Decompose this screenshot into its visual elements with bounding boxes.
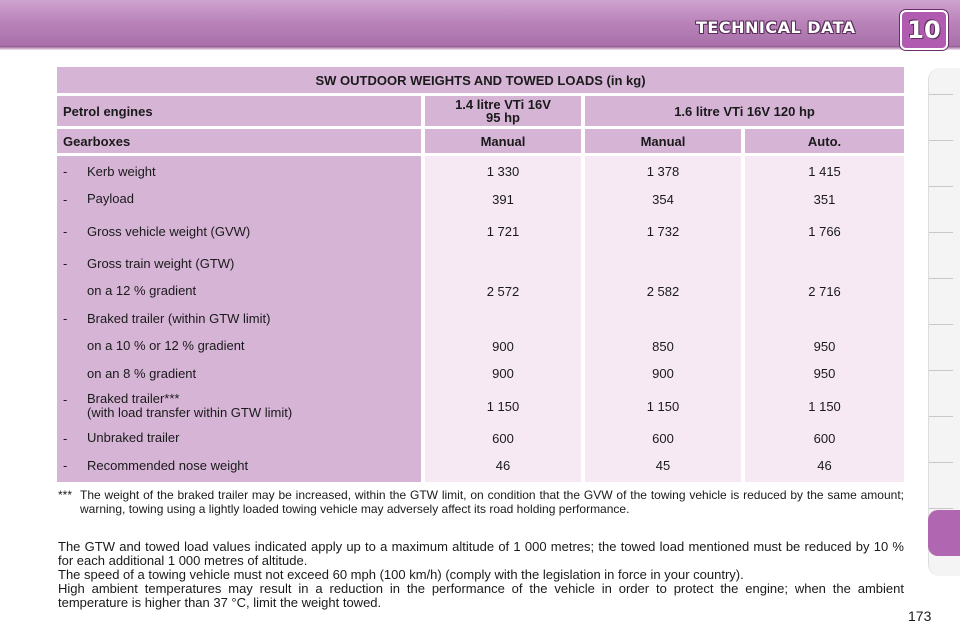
table-title: SW OUTDOOR WEIGHTS AND TOWED LOADS (in kg) [57, 67, 904, 93]
chapter-title: TECHNICAL DATA [696, 18, 856, 37]
footnote [58, 488, 904, 516]
chapter-number-badge: 10 [900, 10, 948, 50]
note-speed: The speed of a towing vehicle must not exceed 60 mph (100 km/h) (comply with the legislation in force in your country). [58, 567, 744, 582]
table-row: on a 10 % or 12 % gradient [87, 338, 245, 354]
table-row: - Braked trailer (within GTW limit) [63, 310, 271, 327]
gearbox-2: Manual [585, 129, 741, 153]
gearbox-1: Manual [425, 129, 581, 153]
table-row: - Kerb weight [63, 163, 156, 180]
engine-1-header: 1.4 litre VTi 16V 95 hp [425, 96, 581, 126]
table-row: - Recommended nose weight [63, 457, 249, 474]
footnote-mark: *** [58, 488, 73, 502]
towing-notes [58, 540, 904, 610]
chapter-tab-strip [928, 68, 960, 576]
note-temperature: High ambient temperatures may result in a reduction in the performance of the vehicle in order to protect the engine; when the ambient temperature is higher than 37 °C, limit the weight towed. [58, 581, 904, 610]
table-row: - Braked trailer*** (with load transfer within GTW limit) [63, 391, 293, 420]
gearbox-3: Auto. [745, 129, 904, 153]
table-row: - Gross train weight (GTW) [63, 255, 235, 272]
table-row: - Unbraked trailer [63, 430, 180, 446]
weights-table [57, 64, 904, 485]
page-number: 173 [908, 608, 932, 624]
footnote-text: The weight of the braked trailer may be increased, within the GTW limit, on condition that the GVW of the towing vehicle is reduced by the same amount; warning, towing using a lightly loaded towing vehicle may adversely affect its road holding performance. [80, 488, 904, 516]
gearbox-label: Gearboxes [57, 129, 421, 153]
engine-label: Petrol engines [57, 96, 421, 126]
table-row: - Payload [63, 191, 134, 207]
row-labels-column [57, 156, 421, 482]
values-column-2: 1 378 354 1 732 2 582 850 900 1 150 600 45 [585, 156, 741, 482]
engine-2-header: 1.6 litre VTi 16V 120 hp [585, 96, 904, 126]
table-row: on a 12 % gradient [87, 283, 197, 299]
values-column-1: 1 330 391 1 721 2 572 900 900 1 150 600 46 [425, 156, 581, 482]
values-column-3: 1 415 351 1 766 2 716 950 950 1 150 600 46 [745, 156, 904, 482]
chapter-tab-active[interactable] [928, 510, 960, 556]
table-row: - Gross vehicle weight (GVW) [63, 223, 251, 239]
note-altitude: The GTW and towed load values indicated apply up to a maximum altitude of 1 000 metres; the towed load mentioned must be reduced by 10 % for each additional 1 000 metres of altitude. [58, 539, 904, 568]
table-row: on an 8 % gradient [87, 365, 197, 381]
